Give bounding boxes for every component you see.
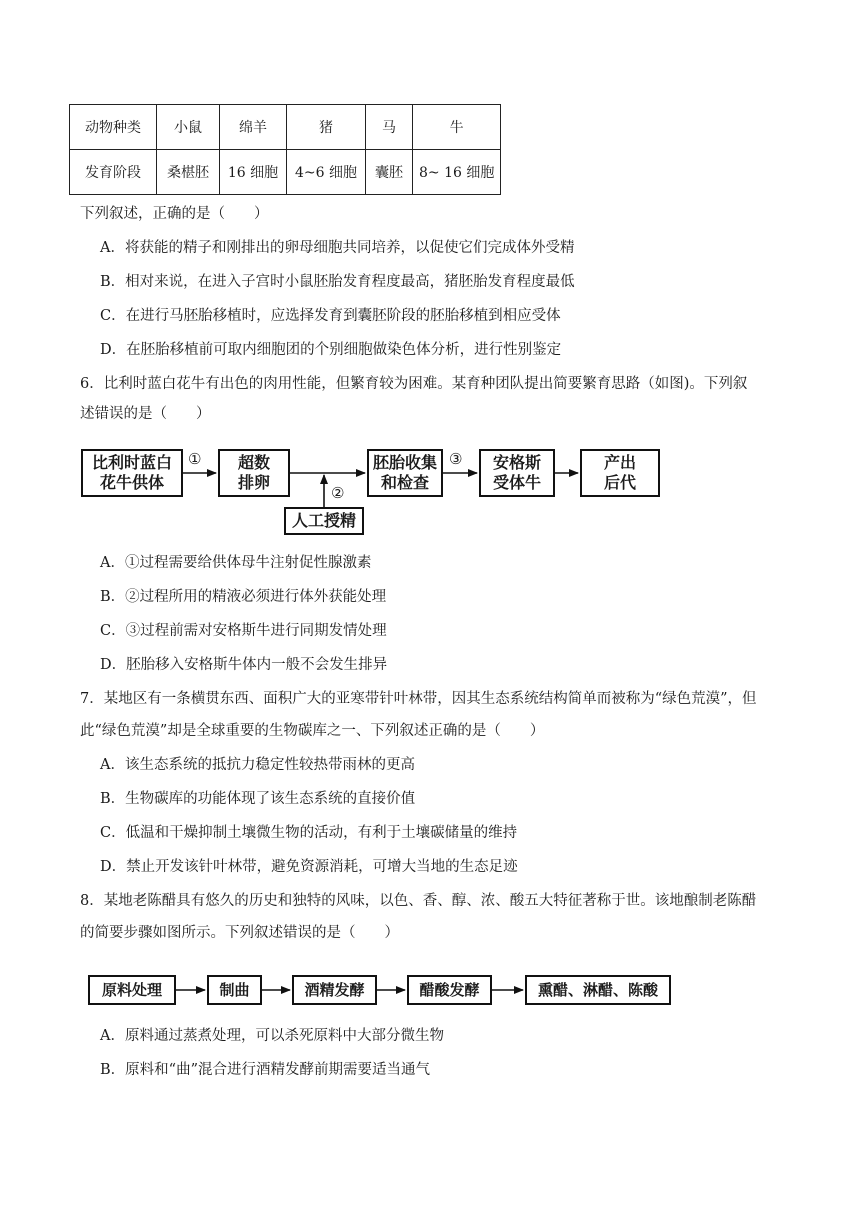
box-line: 安格斯 <box>492 453 541 472</box>
flow-box-artificial-insemination <box>284 507 364 535</box>
table-cell: 小鼠 <box>157 105 220 150</box>
box-line: 醋酸发酵 <box>419 981 480 999</box>
vinegar-step-acetic-fermentation <box>407 975 492 1005</box>
box-line: 受体牛 <box>492 473 541 492</box>
box-line: 花牛供体 <box>99 473 164 492</box>
q7-stem-line2: 此“绿色荒漠”却是全球重要的生物碳库之一、下列叙述正确的是（ ） <box>80 723 545 739</box>
table-row <box>70 105 501 150</box>
table-cell: 发育阶段 <box>70 150 157 195</box>
step-marker-2: ② <box>331 484 345 502</box>
box-line: 原料处理 <box>101 981 162 999</box>
box-line: 胚胎收集 <box>372 453 437 472</box>
table-cell: 绵羊 <box>220 105 287 150</box>
box-line: 酒精发酵 <box>304 981 365 999</box>
box-line: 超数 <box>237 453 270 472</box>
flow-box-donor <box>81 449 183 497</box>
q8-stem-line2: 的简要步骤如图所示。下列叙述错误的是（ ） <box>80 925 399 941</box>
q5-option-c: C．在进行马胚胎移植时，应选择发育到囊胚阶段的胚胎移植到相应受体 <box>100 308 561 324</box>
q8-stem-line1: 8．某地老陈醋具有悠久的历史和独特的风味，以色、香、醇、浓、酸五大特征著称于世。该地酿制老陈醋 <box>80 893 757 909</box>
table-cell: 8~ 16 细胞 <box>413 150 501 195</box>
q7-stem-line1: 7．某地区有一条横贯东西、面积广大的亚寒带针叶林带，因其生态系统结构简单而被称为“绿色荒漠”，但 <box>80 691 757 707</box>
q6-option-b: B．②过程所用的精液必须进行体外获能处理 <box>100 589 387 605</box>
box-line: 产出 <box>603 453 636 472</box>
box-line: 和检查 <box>380 473 429 492</box>
box-line: 熏醋、淋醋、陈酸 <box>537 981 658 999</box>
flow-box-offspring <box>580 449 660 497</box>
table-cell: 牛 <box>413 105 501 150</box>
development-stage-table <box>69 104 501 195</box>
q7-option-b: B．生物碳库的功能体现了该生态系统的直接价值 <box>100 791 416 807</box>
vinegar-step-finishing <box>525 975 671 1005</box>
q5-option-b: B．相对来说，在进入子宫时小鼠胚胎发育程度最高，猪胚胎发育程度最低 <box>100 274 575 290</box>
q7-option-d: D．禁止开发该针叶林带，避免资源消耗，可增大当地的生态足迹 <box>100 859 518 875</box>
box-line: 后代 <box>603 473 636 492</box>
step-marker-3: ③ <box>449 450 463 468</box>
table-row <box>70 150 501 195</box>
q7-option-c: C．低温和干燥抑制土壤微生物的活动，有利于土壤碳储量的维持 <box>100 825 518 841</box>
q6-stem-line1: 6．比利时蓝白花牛有出色的肉用性能，但繁育较为困难。某育种团队提出简要繁育思路（如图)。下列叙 <box>80 376 748 392</box>
table-cell: 囊胚 <box>366 150 413 195</box>
flow-box-recipient <box>479 449 555 497</box>
table-cell: 动物种类 <box>70 105 157 150</box>
table-cell: 桑椹胚 <box>157 150 220 195</box>
vinegar-step-koji <box>207 975 262 1005</box>
flow-box-superovulation <box>218 449 290 497</box>
q8-option-b: B．原料和“曲”混合进行酒精发酵前期需要适当通气 <box>100 1062 430 1078</box>
box-line: 比利时蓝白 <box>91 453 172 472</box>
vinegar-step-alcohol-fermentation <box>292 975 377 1005</box>
box-line: 人工授精 <box>291 511 356 530</box>
step-marker-1: ① <box>188 450 202 468</box>
table-cell: 马 <box>366 105 413 150</box>
q6-option-a: A．①过程需要给供体母牛注射促性腺激素 <box>100 555 372 571</box>
q5-stem: 下列叙述，正确的是（ ） <box>80 206 269 222</box>
table-cell: 16 细胞 <box>220 150 287 195</box>
q6-option-c: C．③过程前需对安格斯牛进行同期发情处理 <box>100 623 387 639</box>
table-cell: 猪 <box>287 105 366 150</box>
q6-stem-line2: 述错误的是（ ） <box>80 406 211 422</box>
box-line: 制曲 <box>219 981 250 999</box>
q5-option-d: D．在胚胎移植前可取内细胞团的个别细胞做染色体分析，进行性别鉴定 <box>100 342 562 358</box>
box-line: 排卵 <box>237 473 270 492</box>
table-cell: 4~6 细胞 <box>287 150 366 195</box>
q7-option-a: A．该生态系统的抵抗力稳定性较热带雨林的更高 <box>100 757 415 773</box>
q8-option-a: A．原料通过蒸煮处理，可以杀死原料中大部分微生物 <box>100 1028 444 1044</box>
flow-box-embryo-collection <box>367 449 443 497</box>
q5-option-a: A．将获能的精子和刚排出的卵母细胞共同培养，以促使它们完成体外受精 <box>100 240 575 256</box>
vinegar-step-raw-material <box>88 975 176 1005</box>
q6-option-d: D．胚胎移入安格斯牛体内一般不会发生排异 <box>100 657 388 673</box>
